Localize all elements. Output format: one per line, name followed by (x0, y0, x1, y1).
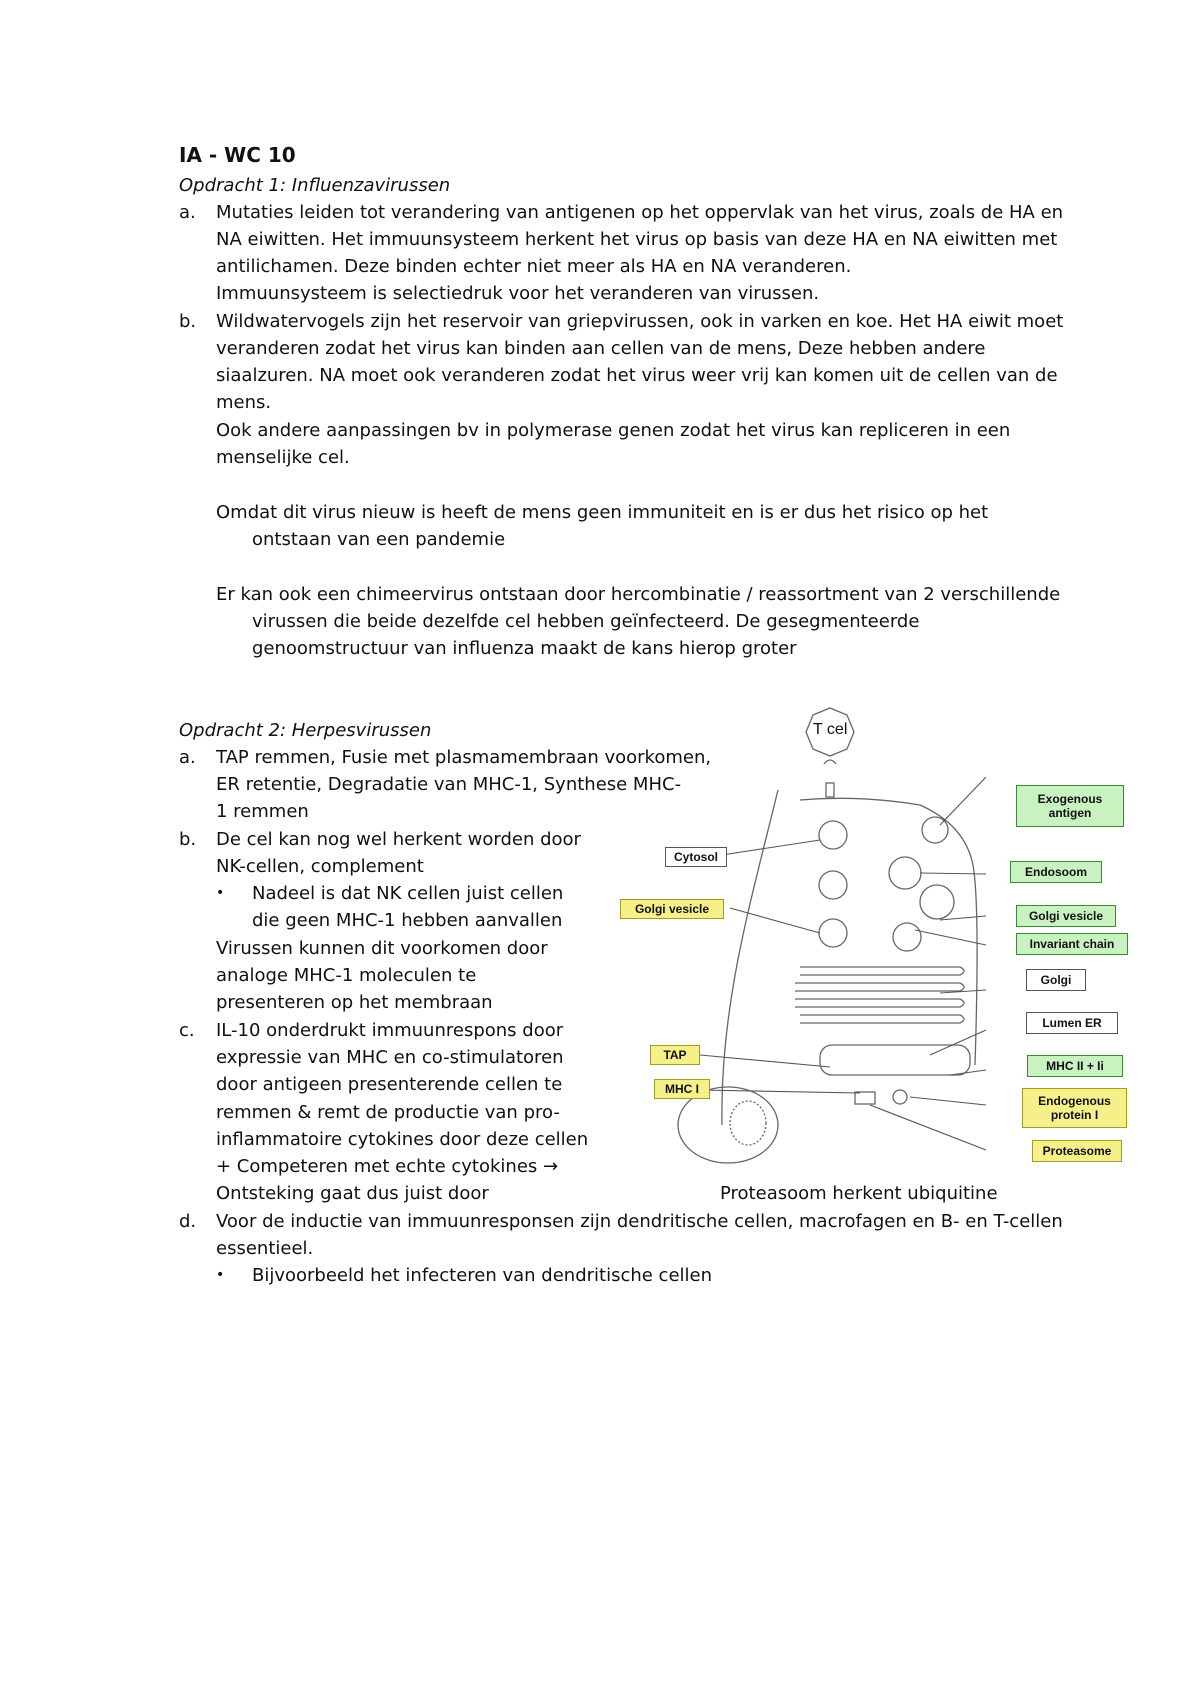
opdracht2-c-line: door antigeen presenterende cellen te (216, 1074, 563, 1095)
opdracht1-paragraph-line: virussen die beide dezelfde cel hebben geïnfecteerd. De gesegmenteerde (252, 611, 920, 632)
vesicle-icon (819, 871, 847, 899)
opdracht2-a-line: 1 remmen (216, 801, 309, 822)
opdracht1-a-line: Immuunsysteem is selectiedruk voor het veranderen van virussen. (216, 283, 820, 304)
leader-line (870, 1105, 986, 1150)
vesicle-icon (819, 821, 847, 849)
bullet-icon: • (216, 1267, 225, 1283)
opdracht2-a-line: ER retentie, Degradatie van MHC-1, Synthese MHC- (216, 774, 682, 795)
leader-line (730, 908, 820, 933)
label-endogenous-protein: Endogenous protein I (1022, 1088, 1127, 1128)
opdracht2-d-bullet-line: Bijvoorbeeld het infecteren van dendritische cellen (252, 1265, 713, 1286)
leader-line (700, 1090, 860, 1093)
label-mhc1: MHC I (654, 1079, 710, 1099)
opdracht1-heading: Opdracht 1: Influenzavirussen (179, 175, 451, 196)
leader-line (722, 840, 820, 855)
vesicle-icon (819, 919, 847, 947)
proteasome-icon (855, 1092, 875, 1104)
opdracht2-a-marker: a. (179, 747, 196, 768)
opdracht1-b-line: Ook andere aanpassingen bv in polymerase genen zodat het virus kan repliceren in een (216, 420, 1011, 441)
opdracht1-a-line: antilichamen. Deze binden echter niet meer als HA en NA veranderen. (216, 256, 852, 277)
opdracht2-b-bullet-line: Nadeel is dat NK cellen juist cellen (252, 883, 564, 904)
opdracht1-b-line: mens. (216, 392, 272, 413)
opdracht1-a-line: NA eiwitten. Het immuunsysteem herkent het virus op basis van deze HA en NA eiwitten met (216, 229, 1058, 250)
leader-line (910, 1097, 986, 1105)
label-cytosol: Cytosol (665, 847, 727, 867)
opdracht1-paragraph-line: Er kan ook een chimeervirus ontstaan door hercombinatie / reassortment van 2 verschillende (216, 584, 1061, 605)
er-icon (820, 1045, 970, 1075)
label-mhc2-ii: MHC II + Ii (1027, 1055, 1123, 1077)
opdracht2-c-line: Ontsteking gaat dus juist door (216, 1183, 489, 1204)
opdracht1-b-line: veranderen zodat het virus kan binden aan cellen van de mens, Deze hebben andere (216, 338, 986, 359)
label-invariant-chain: Invariant chain (1016, 933, 1128, 955)
opdracht1-b-marker: b. (179, 311, 197, 332)
opdracht2-b-extra-line: presenteren op het membraan (216, 992, 493, 1013)
opdracht1-b-line: menselijke cel. (216, 447, 350, 468)
opdracht2-c-line: IL-10 onderdrukt immuunrespons door (216, 1020, 564, 1041)
endosome-icon (920, 885, 954, 919)
opdracht1-paragraph-line: Omdat dit virus nieuw is heeft de mens geen immuniteit en is er dus het risico op het (216, 502, 989, 523)
opdracht1-b-line: siaalzuren. NA moet ook veranderen zodat het virus weer vrij kan komen uit de cellen van de (216, 365, 1058, 386)
cell-membrane (800, 798, 977, 1065)
label-golgi: Golgi (1026, 969, 1086, 991)
opdracht2-b-extra-line: Virussen kunnen dit voorkomen door (216, 938, 548, 959)
opdracht2-c-line: expressie van MHC en co-stimulatoren (216, 1047, 564, 1068)
cell-membrane (722, 790, 778, 1125)
opdracht2-a-line: TAP remmen, Fusie met plasmamembraan voorkomen, (216, 747, 712, 768)
antigen-presentation-diagram (630, 705, 1150, 1175)
opdracht1-b-line: Wildwatervogels zijn het reservoir van griepvirussen, ook in varken en koe. Het HA eiwit moet (216, 311, 1064, 332)
receptor-icon (826, 783, 834, 797)
opdracht2-c-line: inflammatoire cytokines door deze cellen (216, 1129, 589, 1150)
opdracht2-b-line: De cel kan nog wel herkent worden door (216, 829, 581, 850)
vesicle-icon (893, 923, 921, 951)
label-endosoom: Endosoom (1010, 861, 1102, 883)
opdracht1-a-line: Mutaties leiden tot verandering van antigenen op het oppervlak van het virus, zoals de HA en (216, 202, 1064, 223)
opdracht2-b-extra-line: analoge MHC-1 moleculen te (216, 965, 477, 986)
label-exogenous-antigen: Exogenous antigen (1016, 785, 1124, 827)
opdracht1-a-marker: a. (179, 202, 196, 223)
opdracht2-b-marker: b. (179, 829, 197, 850)
opdracht2-c-marker: c. (179, 1020, 195, 1041)
opdracht2-c-line: + Competeren met echte cytokines → (216, 1156, 559, 1177)
chromatin-icon (730, 1101, 766, 1145)
golgi-icon (795, 983, 964, 991)
opdracht1-paragraph-line: ontstaan van een pandemie (252, 529, 506, 550)
opdracht2-d-line: essentieel. (216, 1238, 314, 1259)
opdracht1-paragraph-line: genoomstructuur van influenza maakt de kans hierop groter (252, 638, 797, 659)
opdracht2-c-line: remmen & remt de productie van pro- (216, 1102, 560, 1123)
golgi-icon (800, 1015, 964, 1023)
opdracht2-b-line: NK-cellen, complement (216, 856, 424, 877)
leader-line (920, 873, 986, 874)
label-golgi-vesicle-right: Golgi vesicle (1016, 905, 1116, 927)
label-golgi-vesicle-left: Golgi vesicle (620, 899, 724, 919)
receptor-icon (824, 760, 836, 764)
leader-line (940, 777, 986, 825)
bullet-icon: • (216, 885, 225, 901)
endosome-icon (889, 857, 921, 889)
golgi-icon (795, 999, 964, 1007)
side-note: Proteasoom herkent ubiquitine (720, 1183, 998, 1204)
leader-line (930, 1030, 986, 1055)
leader-lines (700, 777, 986, 1150)
opdracht2-b-bullet-line: die geen MHC-1 hebben aanvallen (252, 910, 563, 931)
leader-line (700, 1055, 830, 1067)
opdracht2-d-marker: d. (179, 1211, 197, 1232)
label-proteasome: Proteasome (1032, 1140, 1122, 1162)
opdracht2-d-line: Voor de inductie van immuunresponsen zijn dendritische cellen, macrofagen en B- en T-cellen (216, 1211, 1063, 1232)
document-title: IA - WC 10 (179, 143, 296, 167)
opdracht2-heading: Opdracht 2: Herpesvirussen (179, 720, 432, 741)
t-cell-label: T cel (813, 721, 848, 738)
label-tap: TAP (650, 1045, 700, 1065)
label-lumen-er: Lumen ER (1026, 1012, 1118, 1034)
golgi-icon (800, 967, 964, 975)
protein-icon (893, 1090, 907, 1104)
leader-line (915, 930, 986, 945)
